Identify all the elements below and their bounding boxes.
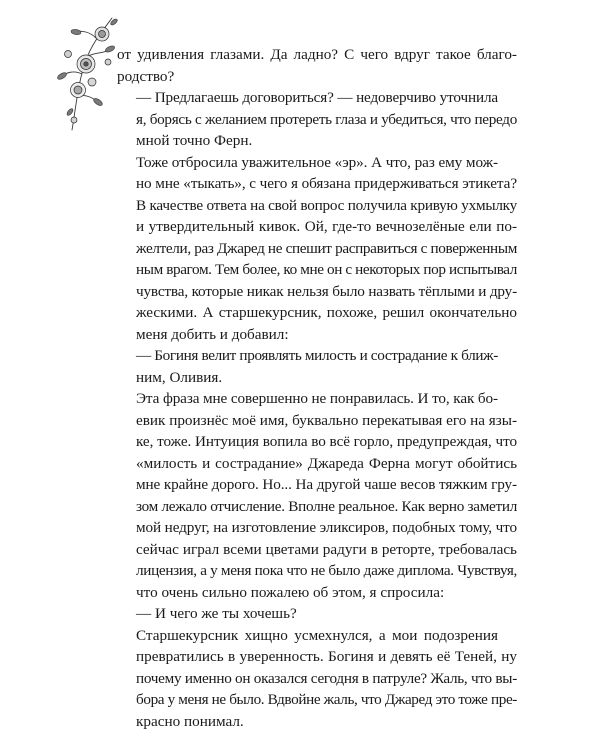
text-line: жескими. А старшекурсник, похоже, решил окончательно — [136, 304, 517, 321]
paragraph — [117, 152, 517, 346]
text-line: ным врагом. Тем более, ко мне он с некоторых пор испытывал — [136, 261, 517, 278]
text-line: мной точно Ферн. — [136, 132, 253, 149]
text-line: Эта фраза мне совершенно не понравилась. И то, как бо- — [136, 390, 498, 407]
floral-ornament-icon — [52, 12, 124, 132]
text-line: меня добить и добавил: — [136, 325, 289, 343]
paragraph — [117, 87, 517, 152]
text-line: бора у меня не было. Вдвойне жаль, что Джаред это тоже пре- — [136, 691, 517, 708]
text-line: — Предлагаешь договориться? — недоверчиво уточнила — [136, 89, 498, 106]
text-line: и утвердительный кивок. Ой, где-то вечнозелёные ели по- — [136, 218, 517, 235]
text-line: ним, Оливия. — [136, 368, 223, 386]
paragraph — [117, 44, 517, 87]
text-line: но мне «тыкать», с чего я обязана придерживаться этикета? — [136, 175, 517, 192]
text-line: евик произнёс моё имя, буквально перекатывая его на язы- — [136, 411, 517, 429]
text-line: В качестве ответа на свой вопрос получила кривую ухмылку — [136, 196, 517, 214]
text-line: от удивления глазами. Да ладно? С чего вдруг такое благо- — [117, 46, 517, 63]
text-line: ке, тоже. Интуиция вопила во всё горло, предупреждая, что — [136, 433, 517, 450]
text-line: желтели, раз Джаред не спешит расправиться с поверженным — [136, 239, 517, 257]
text-line: что очень сильно пожалею об этом, я спросила: — [136, 583, 445, 601]
text-line: — И чего же ты хочешь? — [136, 605, 297, 622]
text-line: «милость и сострадание» Джареда Ферна могут обойтись — [136, 454, 517, 472]
text-line: зом лежало отчисление. Вполне реальное. Как верно заметил — [136, 497, 517, 515]
body-text — [117, 44, 517, 732]
text-line: почему именно он оказался сегодня в патруле? Жаль, что вы- — [136, 669, 517, 687]
text-line: красно понимал. — [136, 712, 244, 730]
text-line: мой недруг, на изготовление эликсиров, подобных тому, что — [136, 519, 517, 536]
paragraph — [117, 603, 517, 625]
text-line: чувства, которые никак нельзя было назвать тёплыми и дру- — [136, 282, 517, 300]
text-line: — Богиня велит проявлять милость и сострадание к ближ- — [136, 347, 498, 364]
text-line: сейчас играл всеми цветами радуги в реторте, требовалась — [136, 540, 517, 558]
paragraph — [117, 388, 517, 603]
text-line: Старшекурсник хищно усмехнулся, а мои подозрения — [136, 626, 498, 644]
text-line: Тоже отбросила уважительное «эр». А что, раз ему мож- — [136, 153, 498, 171]
text-line: родство? — [117, 67, 175, 85]
text-line: мне крайне дорого. Но... На другой чаше весов тяжким гру- — [136, 476, 517, 493]
paragraph — [117, 625, 517, 733]
text-line: лицензия, а у меня пока что не было даже диплома. Чувствуя, — [136, 562, 517, 579]
text-line: я, борясь с желанием протереть глаза и убедиться, что передо — [136, 110, 517, 128]
text-line: превратились в уверенность. Богиня и девять её Теней, ну — [136, 648, 517, 665]
paragraph — [117, 345, 517, 388]
